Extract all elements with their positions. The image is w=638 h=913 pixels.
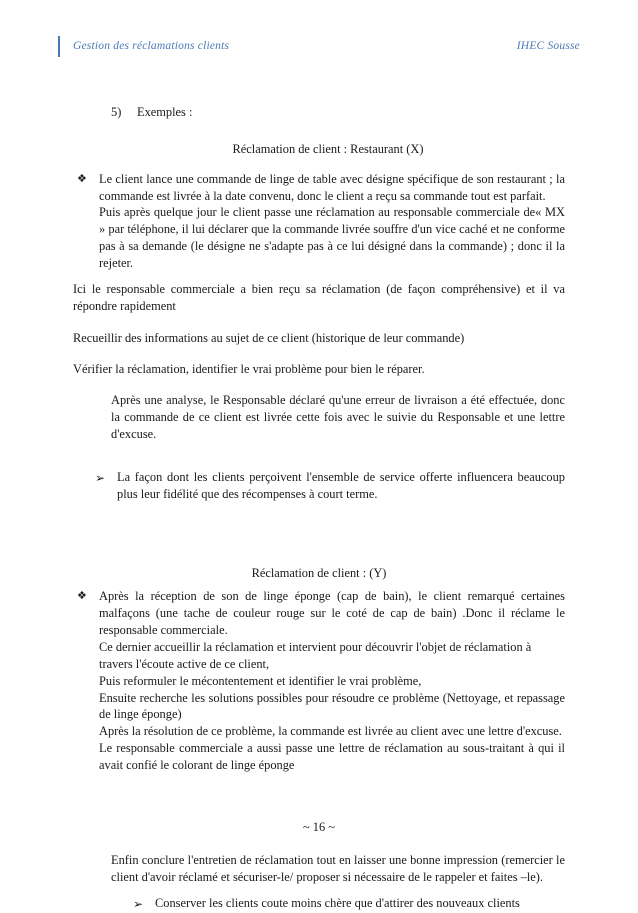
- example-one-paragraph-1: Le client lance une commande de linge de table avec désigne spécifique de son restaurant ; la commande est livrée à la date convenu, donc le client a reçu sa commande tout est parfait.: [99, 171, 565, 203]
- diamond-bullet-icon: ❖: [77, 172, 87, 185]
- spacer: [73, 443, 565, 469]
- example-one-arrow-note: [91, 469, 565, 503]
- header-organization: IHEC Sousse: [516, 40, 580, 52]
- example-one-arrow-note-text: La façon dont les clients perçoivent l'ensemble de service offerte influencera beaucoup plus leur fidélité que des récompenses à court terme.: [117, 469, 565, 501]
- example-two-line-5: Après la résolution de ce problème, la commande est livrée au client avec une lettre d'excuse.: [99, 724, 562, 739]
- spacer: [73, 503, 565, 565]
- diamond-bullet-icon: ❖: [77, 590, 87, 603]
- section-title: Exemples :: [137, 105, 193, 119]
- header-document-title: Gestion des réclamations clients: [73, 40, 230, 52]
- header-accent-bar: [58, 36, 60, 57]
- document-header: [58, 34, 590, 58]
- spacer: [73, 836, 565, 852]
- example-one-bullet: [73, 171, 565, 272]
- example-two-line-6: Le responsable commerciale a aussi passe une lettre de réclamation au sous-traitant à qui il avait confié le colorant de linge éponge: [99, 741, 565, 773]
- example-two-line-4: Ensuite recherche les solutions possibles pour résoudre ce problème (Nettoyage, et repassage de linge éponge): [99, 690, 565, 722]
- example-one-bullet-body: [99, 171, 565, 272]
- example-one-heading: Réclamation de client : Restaurant (X): [232, 141, 424, 156]
- section-number: 5): [111, 105, 122, 119]
- paragraph-ici: Ici le responsable commerciale a bien reçu sa réclamation (de façon compréhensive) et il va répondre rapidement: [73, 281, 565, 313]
- spacer: [73, 272, 565, 281]
- paragraph-recueillir: Recueillir des informations au sujet de ce client (historique de leur commande): [73, 330, 465, 345]
- example-two-bullet: [73, 588, 565, 773]
- example-two-line-1: Après la réception de son de linge éponge (cap de bain), le client remarqué certaines malfaçons (une tache de couleur rouge sur le coté de cap de bain) .Donc il réclame le responsable commerciale.: [99, 589, 565, 638]
- arrow-bullet-icon: ➢: [133, 896, 144, 911]
- footer-page-number: ~ 16 ~: [303, 820, 335, 834]
- spacer: [73, 886, 565, 895]
- closing-arrow-note-text: Conserver les clients coute moins chère que d'attirer des nouveaux clients: [155, 895, 520, 910]
- paragraph-apres-analyse: Après une analyse, le Responsable déclaré qu'une erreur de livraison a été effectuée, donc la commande de ce client est livrée cette fois avec le suivie du Responsable et une lettre d'excuse.: [111, 393, 565, 442]
- paragraph-verifier: Vérifier la réclamation, identifier le vrai problème pour bien le réparer.: [73, 362, 425, 377]
- arrow-bullet-icon: ➢: [95, 470, 106, 485]
- closing-arrow-note: [129, 895, 565, 913]
- example-two-heading: Réclamation de client : (Y): [251, 565, 387, 580]
- example-two-line-2: Ce dernier accueillir la réclamation et intervient pour découvrir l'objet de réclamation à travers l'écoute active de ce client,: [99, 640, 532, 671]
- document-body: [73, 104, 565, 913]
- example-two-bullet-body: [99, 588, 565, 773]
- example-one-paragraph-2: Puis après quelque jour le client passe une réclamation au responsable commerciale de« MX » par téléphone, il lui déclarer que la commande livrée souffre d'un vice caché et ne conforme pas à sa demande (le désigne ne s'adapte pas à ce lui désigné dans la commande) ; donc il la rejeter.: [99, 205, 565, 271]
- header-left-group: [58, 36, 229, 57]
- example-two-line-3: Puis reformuler le mécontentement et identifier le vrai problème,: [99, 673, 422, 688]
- section-heading-exemples: [111, 104, 565, 121]
- paragraph-enfin: Enfin conclure l'entretien de réclamation tout en laisser une bonne impression (remercier le client d'avoir réclamé et sécuriser-le/ proposer si nécessaire de le rappeler et faites –le).: [111, 852, 565, 884]
